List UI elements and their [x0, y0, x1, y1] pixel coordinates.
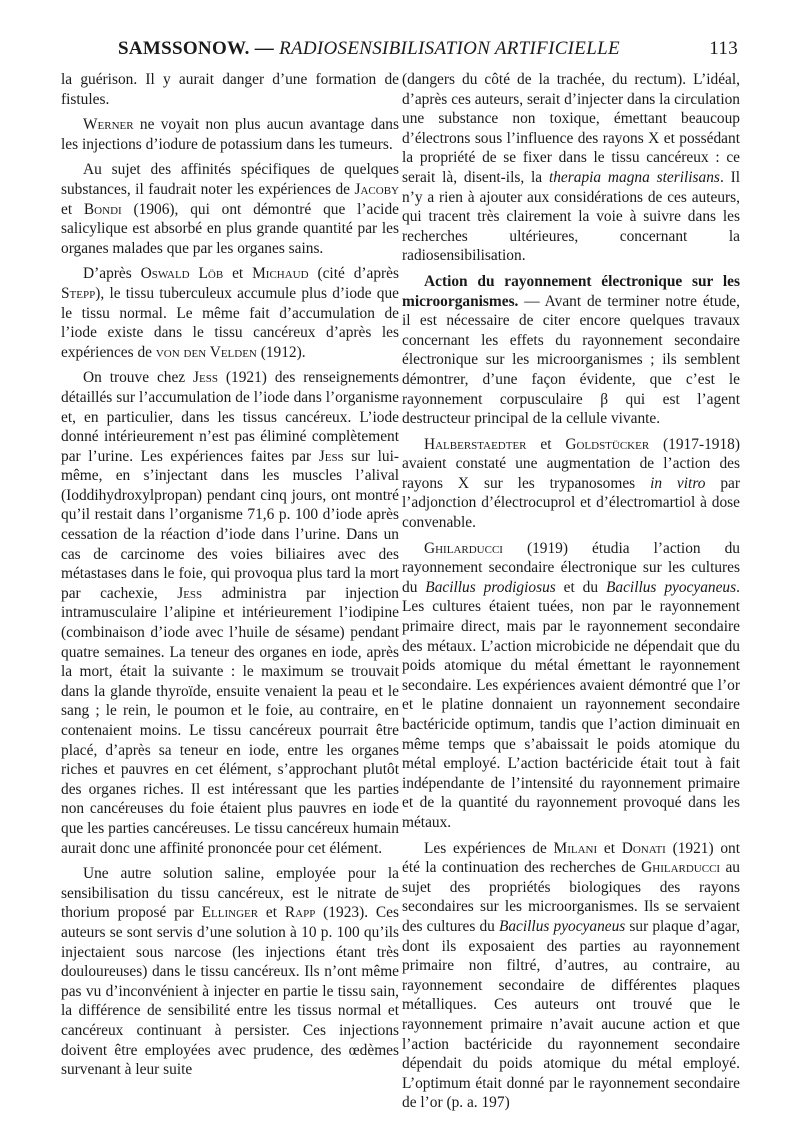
left-column: [61, 70, 399, 1086]
latin-term: Bacillus prodigiosus: [425, 578, 556, 596]
page-number: 113: [709, 38, 738, 59]
author-name: Jacoby: [354, 180, 399, 198]
text-run: — Avant de terminer notre étude, il est nécessaire de citer encore quelques travaux concernant les effets du rayonnement secondaire électronique sur les microorganismes ; ils semblent démontrer, d’une façon évidente, que c’est le rayonnement corpusculaire β qui est l’agent destructeur principal de la cellule vivante.: [402, 292, 740, 428]
paragraph: [61, 864, 399, 1080]
text-run: et: [258, 904, 285, 922]
text-run: (1906), qui ont démontré que l’acide salicylique est absorbé en plus grande quantité par les organes malades que par les organes sains.: [61, 200, 399, 257]
text-run: et: [526, 435, 566, 453]
running-header: [118, 38, 738, 64]
text-run: sur plaque d’agar, dont ils exposaient des parties au rayonnement primaire non filtré, d’autres, au contraire, au rayonnement secondaire de différentes plaques métalliques. Ces auteurs ont trouvé que le rayonnement primaire n’avait aucune action et que l’action bactéricide du rayonnement secondaire dépendait du poids atomique du métal employé. L’optimum était donné par le rayonnement secondaire de l’or (p. a. 197): [402, 917, 740, 1112]
text-run: (1921) des renseignements détaillés sur l’accumulation de l’iode dans l’organisme et, en particulier, dans les tissus cancéreux. L’iode donné intérieurement n’est pas éliminé complètement par l’urine. Les expériences faites par: [61, 369, 399, 465]
paragraph: [402, 435, 740, 533]
text-run: et: [597, 839, 622, 857]
text-run: au sujet des propriétés biologiques des rayons secondaires sur les microorganismes. Ils se servaient des cultures du: [402, 859, 741, 935]
paragraph: [61, 115, 399, 154]
author-name: Oswald Löb: [140, 265, 224, 283]
text-run: (dangers du côté de la trachée, du rectum). L’idéal, d’après ces auteurs, serait d’injecter dans la circulation une substance non toxique, émettant beaucoup d’électrons sous l’influence des rayons X et possédant la propriété de se fixer dans le tissu cancéreux : ce serait là, disent-ils, la: [402, 71, 740, 186]
text-run: administra par injection intramusculaire l’alipine et intérieurement l’iodipine (combinaison d’iode avec l’huile de sésame) pendant quatre semaines. La teneur des organes en iode, après la mort, était la suivante : le maximum se trouvait dans la glande thyroïde, ensuite venaient la peau et le sang ; le rein, le poumon et le foie, au contraire, en contenaient moins. Le tissu cancéreux pourrait être placé, d’après sa teneur en iode, entre les organes riches et pauvres en cet élément, s’approchant plutôt des organes riches. Il est intéressant que les parties non cancéreuses du foie étaient plus pauvres en iode que les parties cancéreuses. Le tissu cancéreux humain aurait donc une affinité prononcée pour cet élément.: [61, 584, 399, 857]
author-name: Michaud: [252, 265, 309, 283]
author-name: Bondi: [83, 200, 122, 218]
author-name: Ellinger: [201, 904, 259, 922]
text-run: par l’adjonction d’électrocuprol et d’électromartiol à dose convenable.: [402, 474, 740, 532]
text-run: D’après: [83, 265, 141, 283]
text-run: . Les cultures étaient tuées, non par le rayonnement primaire direct, mais par le rayonnement secondaire des métaux. L’action microbicide ne dépendait que du poids atomique du métal émettant le rayonnement secondaire. Les expériences avaient démontré que l’or et le platine donnaient un rayonnement secondaire bactéricide optimum, tandis que l’action diminuait en même temps que s’abaissait le poids atomique du métal employé. L’action bactéricide était tout à fait indépendante de l’intensité du rayonnement primaire et de la quantité du rayonnement provoqué dans les métaux.: [402, 578, 740, 831]
text-run: (1919) étudia l’action du rayonnement secondaire électronique sur les cultures du: [402, 539, 740, 596]
author-name: Halberstaedter: [424, 435, 527, 453]
text-run: On trouve chez: [83, 369, 194, 387]
author-name: Stepp: [61, 284, 96, 302]
text-run: ne voyait non plus aucun avantage dans les injections d’iodure de potassium dans les tumeurs.: [61, 116, 399, 153]
header-author: SAMSSONOW. —: [118, 38, 274, 59]
author-name: Goldstücker: [565, 435, 650, 453]
text-run: la guérison. Il y aurait danger d’une formation de fistules.: [61, 71, 399, 108]
latin-term: in vitro: [650, 474, 706, 492]
paragraph: [402, 839, 740, 1113]
text-run: Au sujet des affinités spécifiques de quelques substances, il faudrait noter les expériences de: [61, 161, 399, 198]
text-run: Les expériences de: [424, 839, 554, 857]
paragraph: [61, 70, 399, 109]
author-name: Werner: [83, 116, 134, 134]
text-run: sur lui-même, en s’injectant dans les muscles l’alival (Ioddihydroxylpropan) pendant cinq jours, ont montré qu’il restait dans l’organisme 71,6 p. 100 d’iode après cessation de la réaction d’iode dans l’urine. Dans un cas de carcinome des voies biliaires avec des métastases dans le foie, qui provoqua plus tard la mort par cachexie,: [61, 447, 399, 602]
text-run: (1923). Ces auteurs se sont servis d’une solution à 10 p. 100 qu’ils injectaient sous narcose (les injections étant très douloureuses) dans le tissu cancéreux. Ils n’ont même pas vu d’inconvénient à injecter en partie le tissu sain, la différence de sensibilité entre les tissus normal et cancéreux continuant à persister. Ces injections doivent être employées avec prudence, des œdèmes survenant à leur suite: [61, 904, 399, 1079]
text-run: Une autre solution saline, employée pour la sensibilisation du tissu cancéreux, est le nitrate de thorium proposé par: [61, 865, 399, 922]
author-name: Ghilarducci: [424, 539, 503, 557]
header-title: RADIOSENSIBILISATION ARTIFICIELLE: [279, 38, 620, 59]
text-run: et du: [555, 578, 606, 596]
text-run: (cité d’après: [308, 265, 399, 283]
author-name: von den Velden: [155, 343, 257, 361]
text-run: (1917-1918) avaient constaté une augmentation de l’action des rayons X sur les trypanosomes: [402, 435, 740, 492]
author-name: Ghilarducci: [641, 859, 721, 877]
text-run: et: [223, 265, 253, 283]
latin-term: Bacillus pyocyaneus: [498, 917, 626, 935]
author-name: Donati: [621, 839, 666, 857]
paragraph: [61, 264, 399, 362]
author-name: Jess: [193, 369, 218, 387]
author-name: Rapp: [284, 904, 316, 922]
text-run: et: [61, 200, 84, 218]
right-column: [402, 70, 740, 1119]
text-run: (1912).: [256, 343, 306, 361]
author-name: Jess: [318, 447, 344, 465]
latin-term: Bacillus pyocyaneus: [605, 578, 737, 596]
paragraph: [61, 368, 399, 858]
paragraph: [402, 70, 740, 266]
section-heading: Action du rayonnement électronique sur les microorganismes.: [402, 272, 740, 310]
text-run: . Il n’y a rien à ajouter aux considérations de ces auteurs, qui tracent très clairement la voie à suivre dans les recherches ultérieures, concernant la radiosensibilisation.: [402, 168, 741, 265]
paragraph: [402, 539, 740, 833]
paragraph: [402, 272, 740, 429]
author-name: Milani: [553, 839, 598, 857]
author-name: Jess: [177, 584, 203, 602]
text-run: ), le tissu tuberculeux accumule plus d’iode que le tissu normal. Le même fait d’accumulation de l’iode existe dans le tissu cancéreux d’après les expériences de: [61, 284, 399, 361]
latin-term: therapia magna sterilisans: [548, 168, 720, 186]
text-run: (1921) ont été la continuation des recherches de: [402, 839, 740, 877]
paragraph: [61, 160, 399, 258]
